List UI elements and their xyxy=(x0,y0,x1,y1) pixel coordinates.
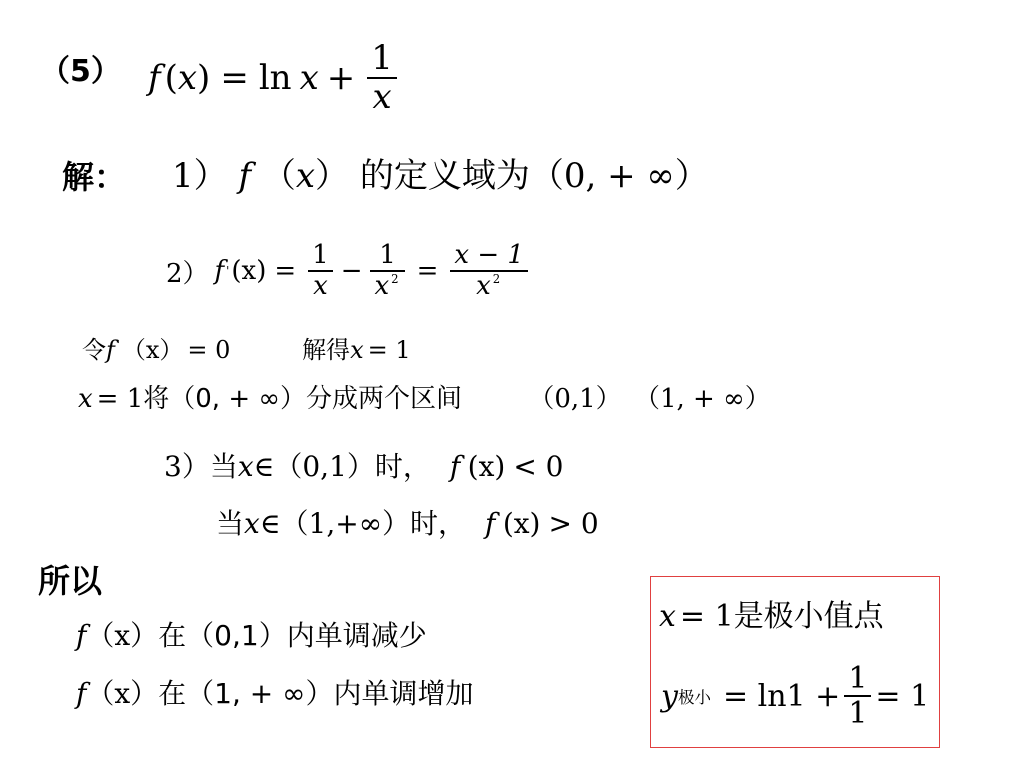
conclusion-line1: f（x）在（0,1）内单调减少 xyxy=(76,619,427,652)
result-line2: y 极小 = ln1 + $\frac{1}{1}$ = 1 xyxy=(661,661,930,731)
conclusion-label: 所以 xyxy=(38,562,103,600)
conclusion-line2: f（x）在（1, + ∞）内单调增加 xyxy=(76,677,474,710)
solution-label: 解： xyxy=(62,158,127,196)
result-box xyxy=(650,576,940,748)
problem-formula: f ( x ) = ln x + $\frac{1}{x}$ xyxy=(148,30,401,126)
problem-fraction: $\frac{1}{x}$ xyxy=(367,40,397,117)
step3b-line: 当x∈（1,+∞）时， f '(x) > 0 xyxy=(216,507,599,540)
step1-line: 1） f （x） 的定义域为（0, + ∞） xyxy=(172,156,709,196)
problem-label: （5） xyxy=(40,54,121,89)
set-zero-line: 令f '（x） = 0 解得x = 1 xyxy=(82,336,411,364)
split-line: x = 1将（0, + ∞）分成两个区间 （0,1） （1, + ∞） xyxy=(78,384,771,414)
step3-line: 3）当x∈（0,1）时， f '(x) < 0 xyxy=(164,450,564,483)
result-line1: x = 1是极小值点 xyxy=(659,599,884,634)
step2-line: 2） f ' (x) = $\frac{1}{x}$ − $\frac{1}{x ^2}$ = $\frac{x - 1}{x ^2}$ xyxy=(166,230,532,312)
